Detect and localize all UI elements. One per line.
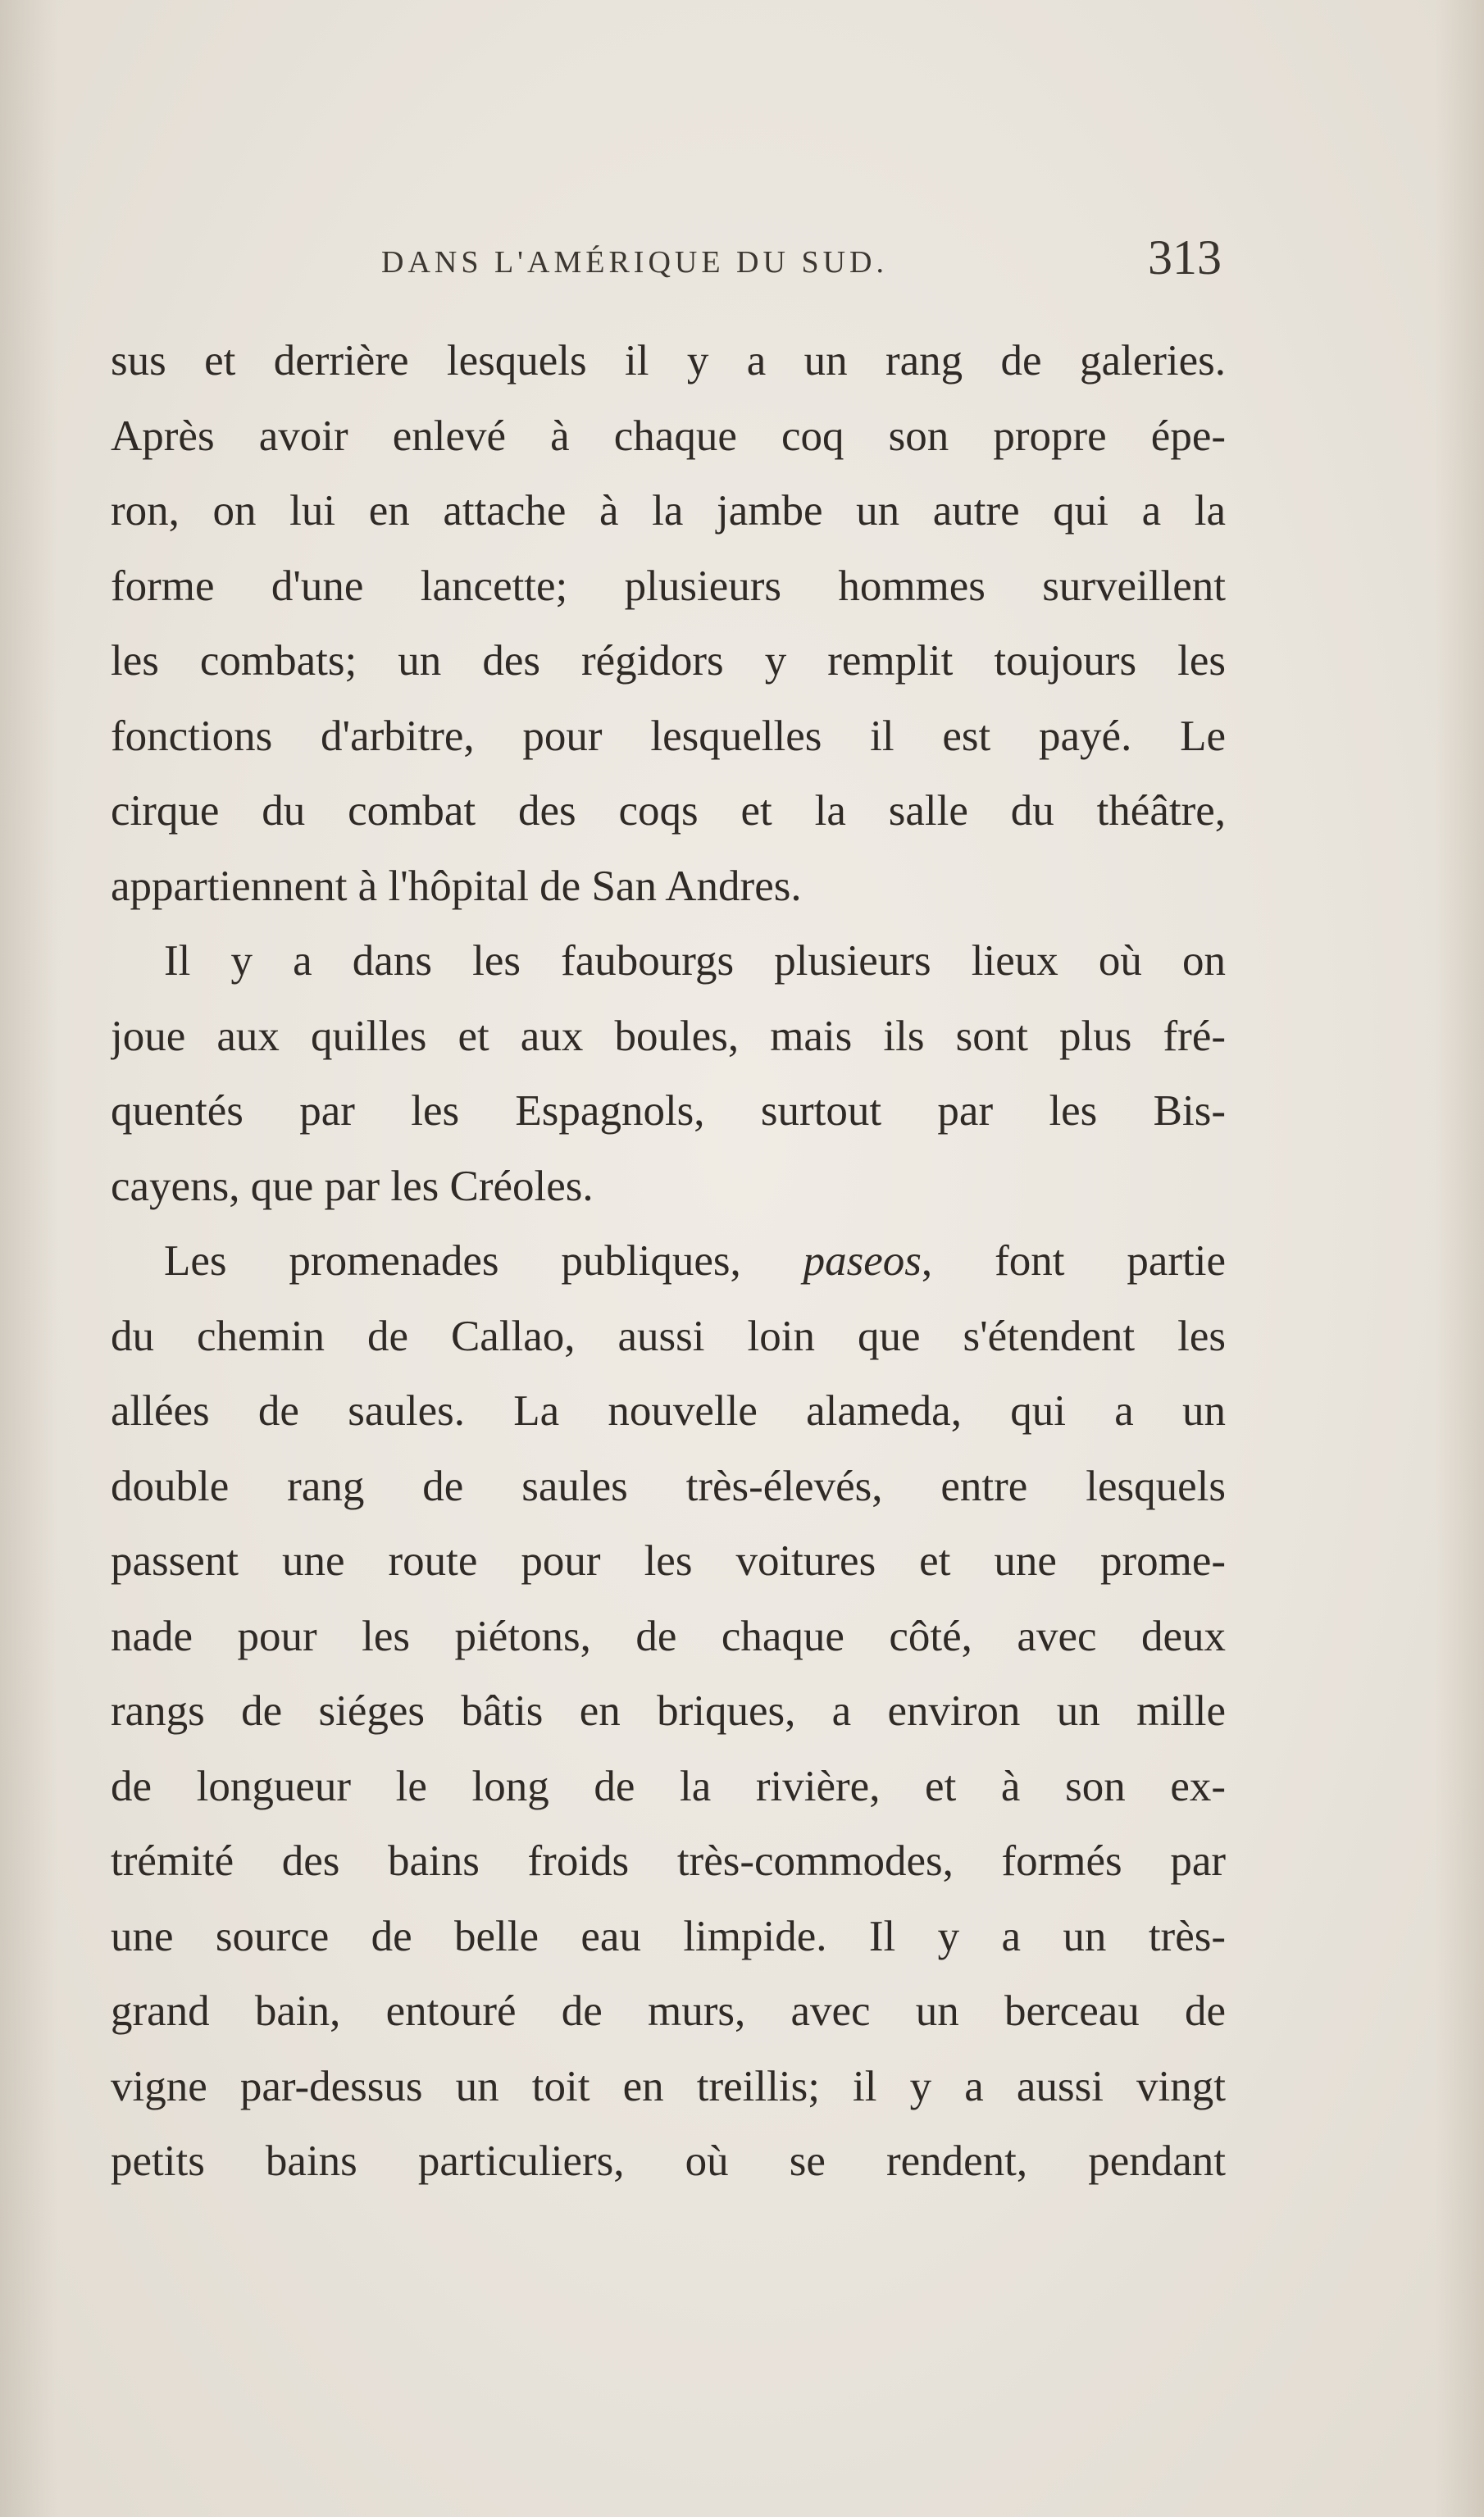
page-number: 313 — [1148, 230, 1222, 284]
text-line-25: petits bains particuliers, où se rendent, pendant — [111, 2137, 1226, 2185]
text-line-13 — [111, 1224, 1226, 1299]
running-head: DANS L'AMÉRIQUE DU SUD. — [381, 245, 888, 280]
text-line-1: sus et derrière lesquels il y a un rang de galeries. — [111, 337, 1226, 385]
italic-term-paseos: paseos — [803, 1237, 922, 1285]
text-line-13-after: , font partie — [921, 1237, 1226, 1285]
text-line-7: cirque du combat des coqs et la salle du théâtre, — [111, 787, 1226, 835]
text-line-6: fonctions d'arbitre, pour lesquelles il est payé. Le — [111, 712, 1226, 760]
text-line-15: allées de saules. La nouvelle alameda, qui a un — [111, 1387, 1226, 1435]
text-line-9: Il y a dans les faubourgs plusieurs lieux où on — [164, 937, 1226, 985]
text-line-12: cayens, que par les Créoles. — [111, 1162, 594, 1210]
text-line-10: joue aux quilles et aux boules, mais ils sont plus fré- — [111, 1012, 1226, 1060]
text-line-5: les combats; un des régidors y remplit toujours les — [111, 637, 1226, 685]
text-line-16: double rang de saules très-élevés, entre lesquels — [111, 1462, 1226, 1510]
text-line-4: forme d'une lancette; plusieurs hommes surveillent — [111, 562, 1226, 610]
text-line-20: de longueur le long de la rivière, et à son ex- — [111, 1762, 1226, 1810]
text-line-21: trémité des bains froids très-commodes, formés par — [111, 1837, 1226, 1885]
text-line-11: quentés par les Espagnols, surtout par les Bis- — [111, 1087, 1226, 1135]
text-line-14: du chemin de Callao, aussi loin que s'étendent les — [111, 1312, 1226, 1360]
text-line-3: ron, on lui en attache à la jambe un autre qui a la — [111, 487, 1226, 535]
body-text — [111, 324, 1226, 2200]
text-line-23: grand bain, entouré de murs, avec un berceau de — [111, 1987, 1226, 2035]
text-line-13-before: Les promenades publiques, — [164, 1237, 803, 1285]
text-line-8: appartiennent à l'hôpital de San Andres. — [111, 862, 802, 910]
text-line-22: une source de belle eau limpide. Il y a un très- — [111, 1912, 1226, 1960]
text-line-19: rangs de siéges bâtis en briques, a environ un mille — [111, 1687, 1226, 1735]
text-line-2: Après avoir enlevé à chaque coq son propre épe- — [111, 412, 1226, 460]
text-line-24: vigne par-dessus un toit en treillis; il y a aussi vingt — [111, 2062, 1226, 2110]
text-line-18: nade pour les piétons, de chaque côté, avec deux — [111, 1612, 1226, 1660]
text-line-17: passent une route pour les voitures et une prome- — [111, 1537, 1226, 1585]
page-header — [115, 230, 1222, 287]
